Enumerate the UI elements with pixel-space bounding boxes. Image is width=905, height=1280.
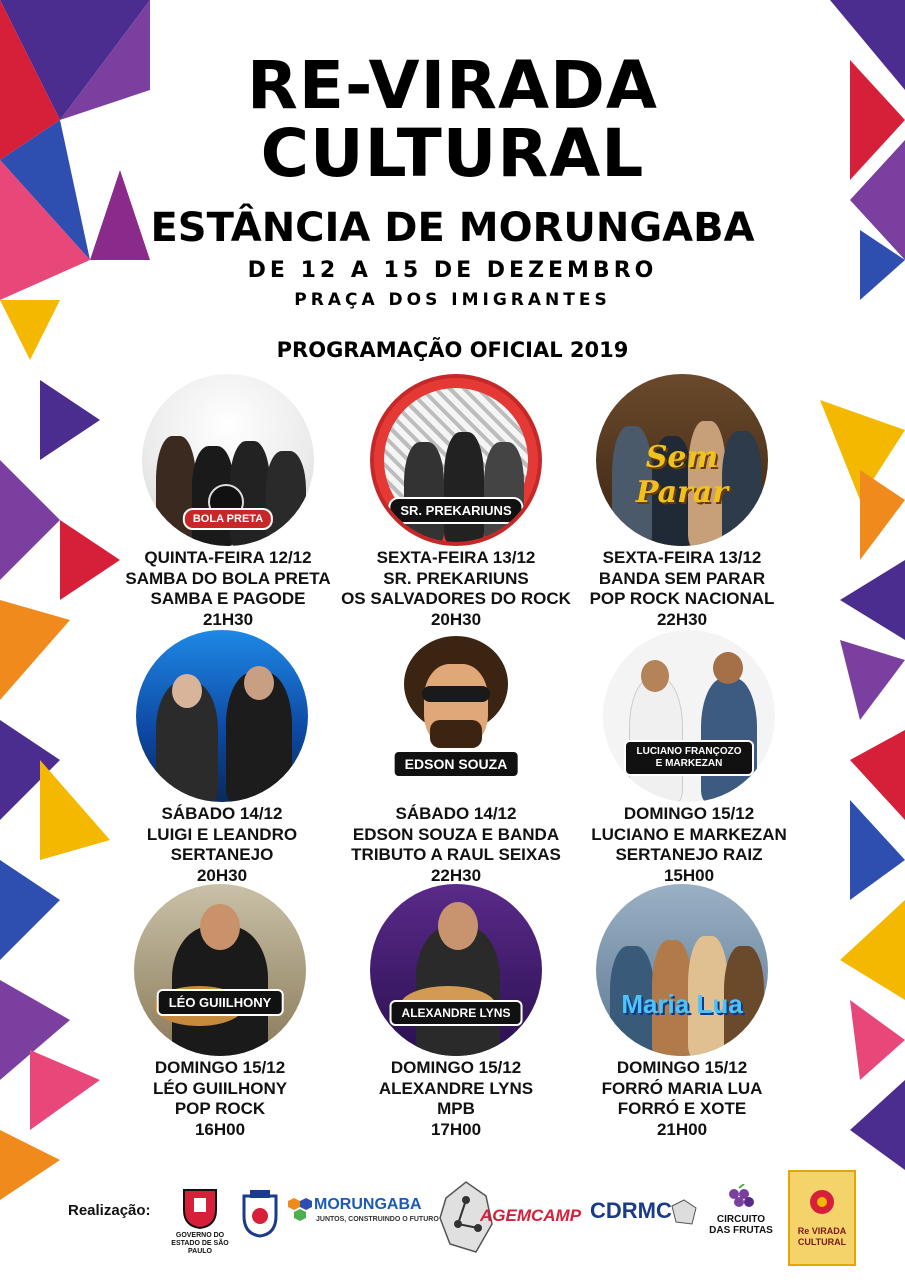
event-day: DOMINGO 15/12 — [623, 804, 755, 823]
main-title — [0, 47, 905, 192]
event-genre: OS SALVADORES DO ROCK — [341, 589, 571, 608]
event-artist: BANDA SEM PARAR — [598, 568, 766, 588]
event-day: DOMINGO 15/12 — [616, 1058, 748, 1077]
event-time: 21H30 — [202, 609, 254, 629]
event-time: 17H00 — [430, 1119, 482, 1139]
event-time: 15H00 — [663, 865, 715, 885]
event-card — [100, 884, 340, 1140]
event-artist: LUIGI E LEANDRO — [146, 824, 298, 844]
event-artist: SR. PREKARIUNS — [383, 568, 529, 588]
event-day: DOMINGO 15/12 — [154, 1058, 286, 1077]
event-card — [102, 630, 342, 886]
event-card — [336, 374, 576, 630]
event-genre: MPB — [437, 1099, 475, 1118]
subtitle: ESTÂNCIA DE MORUNGABA — [150, 205, 755, 251]
artist-badge: LÉO GUIILHONY — [157, 989, 284, 1016]
cdrmc-logo: CDRMC — [590, 1198, 700, 1238]
event-time: 22H30 — [430, 865, 482, 885]
event-genre: SAMBA E PAGODE — [150, 589, 306, 608]
event-genre: TRIBUTO A RAUL SEIXAS — [351, 845, 561, 864]
artist-photo — [370, 374, 542, 546]
event-time: 16H00 — [194, 1119, 246, 1139]
artist-badge: EDSON SOUZA — [393, 750, 520, 778]
event-time: 20H30 — [430, 609, 482, 629]
event-artist: FORRÓ MARIA LUA — [601, 1078, 763, 1098]
circuito-frutas-logo: CIRCUITO DAS FRUTAS — [706, 1184, 776, 1244]
event-info — [562, 1058, 802, 1140]
artist-badge: Maria Lua — [621, 989, 743, 1019]
event-time: 21H00 — [656, 1119, 708, 1139]
realizacao-label: Realização: — [68, 1202, 151, 1219]
artist-badge: BOLA PRETA — [183, 508, 273, 530]
artist-photo — [603, 630, 775, 802]
event-info — [108, 548, 348, 630]
event-artist: LÉO GUIILHONY — [152, 1078, 288, 1098]
artist-photo — [136, 630, 308, 802]
sponsor-footer — [0, 1178, 905, 1268]
artist-photo — [370, 884, 542, 1056]
event-info — [569, 804, 809, 886]
event-card — [336, 630, 576, 886]
map-outline-icon — [668, 1198, 698, 1228]
event-venue: PRAÇA DOS IMIGRANTES — [294, 290, 611, 310]
event-card — [569, 630, 809, 886]
morungaba-logo: MORUNGABA JUNTOS, CONSTRUINDO O FUTURO — [286, 1194, 430, 1234]
hexagon-cluster-icon — [286, 1196, 314, 1224]
artist-badge: Sem Parar — [635, 440, 729, 510]
event-day: SÁBADO 14/12 — [161, 804, 283, 823]
event-time: 22H30 — [656, 609, 708, 629]
event-info — [336, 804, 576, 886]
event-genre: POP ROCK NACIONAL — [589, 589, 775, 608]
event-artist: EDSON SOUZA E BANDA — [352, 824, 560, 844]
agemcamp-logo: AGEMCAMP — [436, 1178, 586, 1258]
event-info — [102, 804, 342, 886]
flower-icon — [802, 1182, 842, 1222]
gov-sp-logo: GOVERNO DO ESTADO DE SÃO PAULO — [162, 1186, 238, 1256]
event-day: SÁBADO 14/12 — [395, 804, 517, 823]
coat-of-arms-icon — [180, 1186, 220, 1230]
artist-photo — [596, 374, 768, 546]
artist-photo — [596, 884, 768, 1056]
event-day: DOMINGO 15/12 — [390, 1058, 522, 1077]
event-info — [336, 1058, 576, 1140]
event-info — [562, 548, 802, 630]
event-dates: DE 12 A 15 DE DEZEMBRO — [247, 258, 658, 283]
artist-badge: SR. PREKARIUNS — [388, 497, 523, 524]
event-card — [562, 374, 802, 630]
event-card — [562, 884, 802, 1140]
revirada-badge-logo: Re VIRADA CULTURAL — [788, 1170, 856, 1266]
artist-photo — [134, 884, 306, 1056]
event-artist: SAMBA DO BOLA PRETA — [125, 568, 331, 588]
program-title: PROGRAMAÇÃO OFICIAL 2019 — [276, 338, 629, 362]
grapes-icon — [724, 1184, 758, 1212]
event-day: SEXTA-FEIRA 13/12 — [376, 548, 536, 567]
city-crest-icon — [240, 1188, 280, 1238]
event-artist: LUCIANO E MARKEZAN — [591, 824, 787, 844]
event-genre: SERTANEJO RAIZ — [615, 845, 763, 864]
title-line-2: CULTURAL — [260, 115, 645, 192]
event-day: SEXTA-FEIRA 13/12 — [602, 548, 762, 567]
event-card — [336, 884, 576, 1140]
artist-photo — [370, 630, 542, 802]
event-card — [108, 374, 348, 630]
artist-badge: LUCIANO FRANÇOZO E MARKEZAN — [624, 740, 754, 776]
event-time: 20H30 — [196, 865, 248, 885]
artist-photo — [142, 374, 314, 546]
event-genre: SERTANEJO — [170, 845, 274, 864]
event-day: QUINTA-FEIRA 12/12 — [144, 548, 312, 567]
artist-badge: ALEXANDRE LYNS — [390, 1000, 523, 1026]
event-info — [336, 548, 576, 630]
event-genre: POP ROCK — [174, 1099, 266, 1118]
title-line-1: RE-VIRADA — [247, 47, 658, 124]
event-artist: ALEXANDRE LYNS — [378, 1078, 534, 1098]
event-genre: FORRÓ E XOTE — [617, 1099, 747, 1118]
city-coat-of-arms-logo — [240, 1188, 280, 1238]
event-info — [100, 1058, 340, 1140]
